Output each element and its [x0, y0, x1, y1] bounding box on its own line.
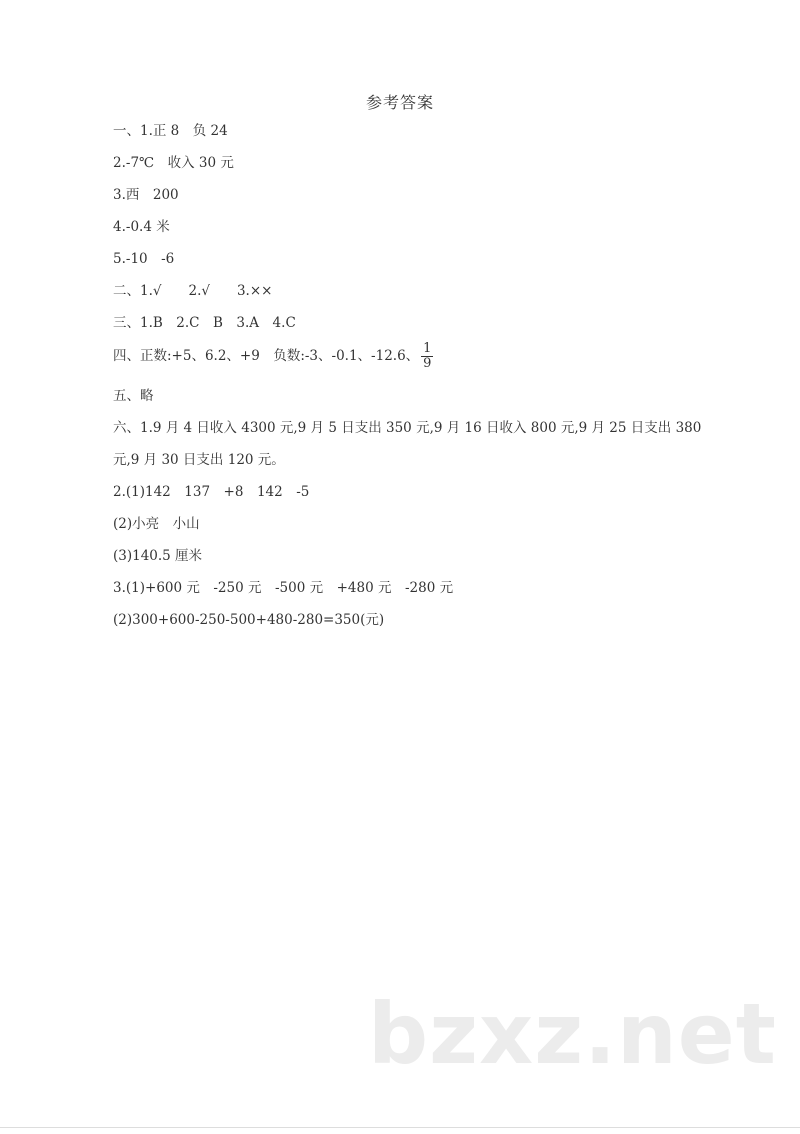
answer-line: 3.西 200 [113, 187, 179, 203]
answer-text: 四、正数:+5、6.2、+9 负数:-3、-0.1、-12.6、 [113, 348, 420, 364]
answer-line: (3)140.5 厘米 [113, 548, 203, 564]
watermark: bzxz.net [368, 985, 777, 1083]
page-title: 参考答案 [365, 93, 434, 112]
answer-line: 五、略 [113, 388, 154, 404]
answer-line: 2.-7℃ 收入 30 元 [113, 155, 234, 171]
answer-line: 4.-0.4 米 [113, 219, 170, 235]
fraction-denominator: 9 [423, 356, 432, 371]
answer-line: 2.(1)142 137 +8 142 -5 [113, 484, 310, 500]
answer-line: 一、1.正 8 负 24 [113, 123, 228, 139]
answer-line: 二、1.√ 2.√ 3.×× [113, 283, 273, 299]
answer-line: 三、1.B 2.C B 3.A 4.C [113, 315, 296, 331]
answer-line: 元,9 月 30 日支出 120 元。 [113, 452, 285, 468]
fraction-numerator: 1 [423, 341, 432, 356]
page-edge-divider [0, 1127, 800, 1128]
fraction [421, 342, 433, 371]
answer-line: (2)300+600-250-500+480-280=350(元) [113, 612, 385, 628]
answer-line: (2)小亮 小山 [113, 516, 200, 532]
answer-line: 3.(1)+600 元 -250 元 -500 元 +480 元 -280 元 [113, 580, 454, 596]
answer-line-four [113, 340, 433, 372]
answer-line: 5.-10 -6 [113, 251, 175, 267]
answer-line: 六、1.9 月 4 日收入 4300 元,9 月 5 日支出 350 元,9 月 16 日收入 800 元,9 月 25 日支出 380 [113, 420, 702, 436]
